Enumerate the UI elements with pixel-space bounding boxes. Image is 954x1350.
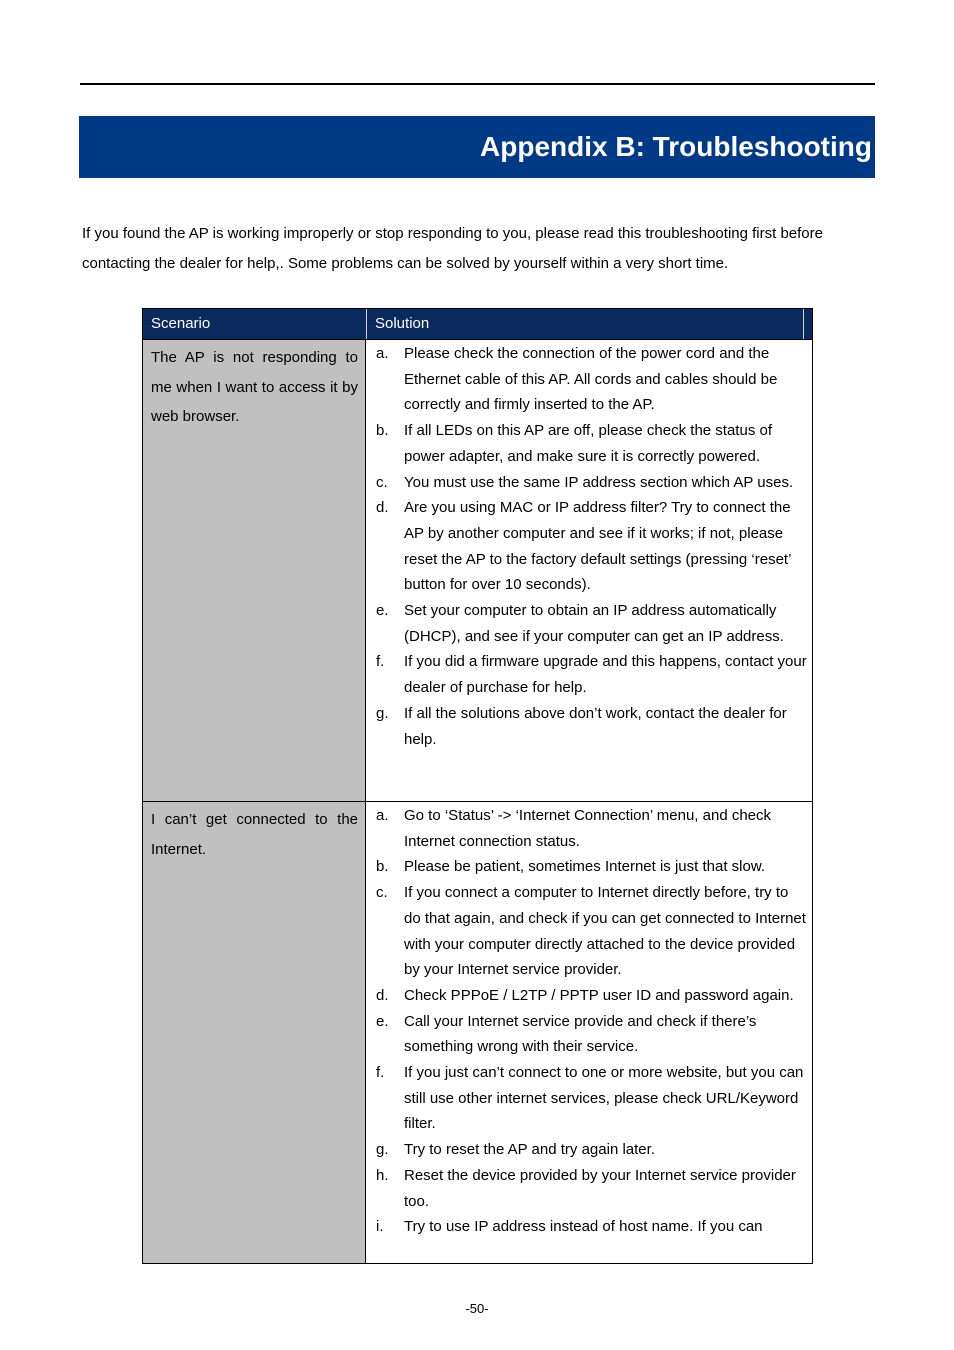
solution-text: Reset the device provided by your Internet service provider too. xyxy=(404,1166,796,1210)
solution-text: Are you using MAC or IP address filter? Try to connect the AP by another computer and see if it works; if not, please reset the AP to the factory default settings (pressing ‘reset’ button for over 10 seconds). xyxy=(404,499,791,594)
header-divider xyxy=(803,309,804,339)
chapter-title: Appendix B: Troubleshooting xyxy=(480,131,872,162)
solution-letter: e. xyxy=(376,602,389,620)
solution-item xyxy=(367,1137,807,1163)
solution-item xyxy=(367,1214,807,1240)
solution-text: If all LEDs on this AP are off, please check the status of power adapter, and make sure it is correctly powered. xyxy=(404,422,772,465)
solution-letter: g. xyxy=(376,1141,389,1159)
header-solution: Solution xyxy=(375,315,430,332)
solution-letter: g. xyxy=(376,704,389,722)
solution-text: Please check the connection of the power cord and the Ethernet cable of this AP. All cords and cables should be correctly and firmly inserted to the AP. xyxy=(404,345,778,414)
solution-letter: a. xyxy=(376,345,389,362)
header-scenario: Scenario xyxy=(151,315,211,332)
solution-item xyxy=(367,341,807,418)
solution-cell xyxy=(367,341,812,802)
solution-item xyxy=(367,880,807,983)
scenario-cell xyxy=(143,340,366,801)
solution-text: Try to use IP address instead of host name. If you can xyxy=(404,1218,763,1236)
solution-text: Go to ‘Status’ -> ‘Internet Connection’ menu, and check Internet connection status. xyxy=(404,807,772,850)
solution-letter: i. xyxy=(376,1218,384,1236)
intro-line-1: If you found the AP is working improperly or stop responding to you, please read this troubleshooting first before xyxy=(82,225,823,242)
solution-item xyxy=(367,1163,807,1214)
table-header xyxy=(143,309,812,340)
scenario-text: I can’t get connected to the Internet. xyxy=(151,805,358,864)
solution-item xyxy=(367,598,807,649)
page-number: -50- xyxy=(465,1301,489,1316)
solution-cell xyxy=(367,803,812,1264)
solution-item xyxy=(367,803,807,854)
solution-item xyxy=(367,854,807,880)
solution-letter: h. xyxy=(376,1166,389,1184)
solution-text: Set your computer to obtain an IP address automatically (DHCP), and see if your computer can get an IP address. xyxy=(404,602,784,645)
solution-item xyxy=(367,1009,807,1060)
table-row xyxy=(143,802,812,1263)
solution-letter: e. xyxy=(376,1012,389,1030)
solution-letter: c. xyxy=(376,884,388,902)
intro-line-2: contacting the dealer for help,. Some problems can be solved by yourself within a very short time. xyxy=(82,255,729,272)
solution-item xyxy=(367,701,807,752)
solution-text: Please be patient, sometimes Internet is just that slow. xyxy=(404,858,766,876)
scenario-shading xyxy=(143,802,365,1263)
scenario-text: The AP is not responding to me when I want to access it by web browser. xyxy=(151,343,358,432)
scenario-cell xyxy=(143,802,366,1263)
solution-text: Call your Internet service provide and check if there’s something wrong with their service. xyxy=(404,1012,757,1056)
solution-item xyxy=(367,1060,807,1137)
solution-item xyxy=(367,983,807,1009)
troubleshooting-table xyxy=(142,308,813,1264)
solution-letter: d. xyxy=(376,986,389,1004)
solution-text: Try to reset the AP and try again later. xyxy=(404,1141,655,1159)
solution-text: Check PPPoE / L2TP / PPTP user ID and password again. xyxy=(404,986,794,1004)
solution-letter: c. xyxy=(376,473,388,491)
solution-item xyxy=(367,649,807,700)
solution-text: If all the solutions above don’t work, contact the dealer for help. xyxy=(404,704,787,748)
solution-text: If you connect a computer to Internet directly before, try to do that again, and check if you can get connected to Internet with your computer directly attached to the device provided by your Internet service provider. xyxy=(404,884,806,979)
table-row xyxy=(143,340,812,802)
solution-letter: a. xyxy=(376,807,389,824)
solution-item xyxy=(367,418,807,469)
top-rule xyxy=(80,83,875,85)
solution-item xyxy=(367,495,807,598)
intro-paragraph xyxy=(82,219,882,279)
solution-letter: f. xyxy=(376,653,385,671)
solution-text: You must use the same IP address section which AP uses. xyxy=(404,473,794,491)
solution-text: If you just can’t connect to one or more website, but you can still use other internet services, please check URL/Keyword filter. xyxy=(404,1064,804,1133)
solution-item xyxy=(367,470,807,496)
solution-letter: b. xyxy=(376,422,389,440)
chapter-banner xyxy=(79,116,875,178)
solution-letter: f. xyxy=(376,1064,385,1082)
solution-letter: b. xyxy=(376,858,389,876)
solution-letter: d. xyxy=(376,499,389,517)
solution-text: If you did a firmware upgrade and this happens, contact your dealer of purchase for help. xyxy=(404,653,807,697)
